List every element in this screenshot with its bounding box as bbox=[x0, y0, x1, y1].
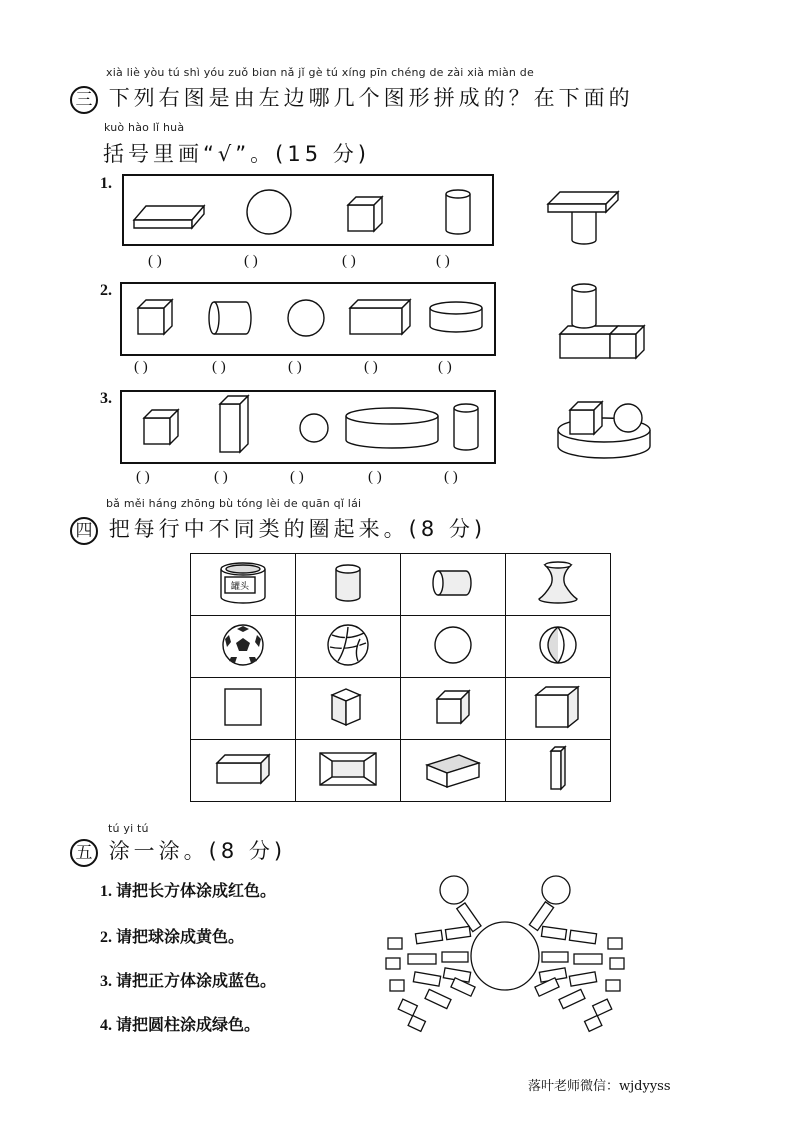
cell-cube-c[interactable] bbox=[506, 678, 611, 740]
crab-shapes-figure[interactable] bbox=[380, 870, 640, 1040]
question-3-label: 3. bbox=[100, 390, 112, 407]
crab-body-sphere bbox=[471, 922, 539, 990]
section3-pinyin-line1: xià liè yòu tú shì yóu zuǒ biɑn nǎ jǐ gè tú xíng pīn chéng de zài xià miàn de bbox=[106, 66, 534, 79]
question-1-label: 1. bbox=[100, 175, 112, 192]
thin-cuboid-icon bbox=[543, 745, 573, 793]
cell-can[interactable] bbox=[191, 554, 296, 616]
coloring-task-1: 1. 请把长方体涂成红色。 bbox=[100, 883, 277, 900]
section5-heading bbox=[70, 835, 286, 867]
table-row-3 bbox=[191, 678, 611, 740]
cube-shape bbox=[138, 300, 172, 334]
answer-paren-2c[interactable]: ( ) bbox=[288, 359, 302, 375]
question-3-shapes bbox=[122, 392, 494, 462]
flat-cuboid-shape bbox=[134, 206, 204, 228]
cell-open-box[interactable] bbox=[401, 740, 506, 802]
lying-cylinder-icon bbox=[428, 563, 478, 603]
cell-cube-a[interactable] bbox=[296, 678, 401, 740]
sphere-icon bbox=[429, 621, 477, 669]
crab-right-legs bbox=[535, 926, 624, 1031]
question-3-shape-box bbox=[120, 390, 496, 464]
coloring-task-2: 2. 请把球涂成黄色。 bbox=[100, 929, 245, 946]
answer-paren-2e[interactable]: ( ) bbox=[438, 359, 452, 375]
tall-cuboid-shape bbox=[220, 396, 248, 452]
cylinder-shape bbox=[454, 404, 478, 450]
question-2-shape-box bbox=[120, 282, 496, 356]
square-icon bbox=[221, 685, 265, 729]
coloring-task-3: 3. 请把正方体涂成蓝色。 bbox=[100, 973, 277, 990]
crab-eye-sphere-left bbox=[440, 876, 468, 904]
lying-cylinder-shape bbox=[209, 302, 251, 334]
can-label: 罐头 bbox=[230, 581, 250, 592]
cell-cylinder[interactable] bbox=[296, 554, 401, 616]
answer-paren-3a[interactable]: ( ) bbox=[136, 469, 150, 485]
section4-number-badge: 四 bbox=[70, 517, 98, 545]
section3-heading bbox=[70, 82, 634, 114]
cuboid-shape bbox=[350, 300, 410, 334]
can-icon bbox=[213, 559, 273, 607]
answer-paren-1a[interactable]: ( ) bbox=[148, 253, 162, 269]
volleyball-icon bbox=[324, 621, 372, 669]
answer-paren-2a[interactable]: ( ) bbox=[134, 359, 148, 375]
cell-soccer-ball[interactable] bbox=[191, 616, 296, 678]
answer-paren-3b[interactable]: ( ) bbox=[214, 469, 228, 485]
table-row-1 bbox=[191, 554, 611, 616]
answer-paren-2d[interactable]: ( ) bbox=[364, 359, 378, 375]
cuboid-icon bbox=[213, 749, 273, 789]
section3-title-line2: 括号里画“√”。(15 分) bbox=[103, 142, 370, 166]
cell-square[interactable] bbox=[191, 678, 296, 740]
answer-paren-1c[interactable]: ( ) bbox=[342, 253, 356, 269]
section3-number-badge: 三 bbox=[70, 86, 98, 114]
answer-paren-3e[interactable]: ( ) bbox=[444, 469, 458, 485]
crab-eye-sphere-right bbox=[542, 876, 570, 904]
cylinder-shape bbox=[446, 190, 470, 234]
classification-table bbox=[190, 553, 611, 802]
section3-title-line1: 下列右图是由左边哪几个图形拼成的？在下面的 bbox=[108, 86, 634, 110]
answer-paren-3c[interactable]: ( ) bbox=[290, 469, 304, 485]
question-1-shape-box bbox=[122, 174, 494, 246]
cell-lying-cylinder[interactable] bbox=[401, 554, 506, 616]
sphere-shape bbox=[288, 300, 324, 336]
beach-ball-icon bbox=[534, 621, 582, 669]
soccer-ball-icon bbox=[219, 621, 267, 669]
question-1-shapes bbox=[124, 176, 492, 244]
cell-beach-ball[interactable] bbox=[506, 616, 611, 678]
sphere-shape bbox=[247, 190, 291, 234]
section4-pinyin: bǎ měi háng zhōng bù tóng lèi de quān qǐ lái bbox=[106, 497, 362, 510]
section5-pinyin: tú yi tú bbox=[108, 822, 149, 835]
coloring-task-4: 4. 请把圆柱涂成绿色。 bbox=[100, 1017, 261, 1034]
crab-left-legs bbox=[386, 926, 475, 1031]
cube-icon bbox=[431, 685, 475, 729]
table-row-4 bbox=[191, 740, 611, 802]
question-1-composite-figure bbox=[540, 180, 650, 250]
question-2-label: 2. bbox=[100, 282, 112, 299]
answer-paren-1d[interactable]: ( ) bbox=[436, 253, 450, 269]
section4-title: 把每行中不同类的圈起来。(8 分) bbox=[108, 517, 487, 541]
sphere-shape bbox=[300, 414, 328, 442]
cell-cuboid[interactable] bbox=[191, 740, 296, 802]
section4-heading bbox=[70, 513, 486, 545]
cube-shape bbox=[348, 197, 382, 231]
flat-cylinder-shape bbox=[430, 302, 482, 332]
answer-paren-3d[interactable]: ( ) bbox=[368, 469, 382, 485]
cube-icon bbox=[532, 683, 584, 731]
cell-volleyball[interactable] bbox=[296, 616, 401, 678]
cell-frame[interactable] bbox=[296, 740, 401, 802]
frame-icon bbox=[316, 749, 380, 789]
section3-pinyin-line2: kuò hào lǐ huà bbox=[104, 121, 185, 134]
question-2-shapes bbox=[122, 284, 494, 354]
answer-paren-2b[interactable]: ( ) bbox=[212, 359, 226, 375]
cube-icon bbox=[326, 685, 370, 729]
cell-plain-sphere[interactable] bbox=[401, 616, 506, 678]
question-3-composite-figure bbox=[552, 396, 662, 466]
cell-vase[interactable] bbox=[506, 554, 611, 616]
table-row-2 bbox=[191, 616, 611, 678]
question-2-composite-figure bbox=[552, 280, 662, 365]
section5-title: 涂一涂。(8 分) bbox=[108, 839, 287, 863]
cube-shape bbox=[144, 410, 178, 444]
cell-thin-cuboid[interactable] bbox=[506, 740, 611, 802]
footer-watermark: 落叶老师微信：wjdyyss bbox=[528, 1079, 671, 1094]
vase-icon bbox=[533, 559, 583, 607]
answer-paren-1b[interactable]: ( ) bbox=[244, 253, 258, 269]
wide-cylinder-shape bbox=[346, 408, 438, 448]
cylinder-icon bbox=[328, 561, 368, 605]
cell-cube-b[interactable] bbox=[401, 678, 506, 740]
section5-number-badge: 五 bbox=[70, 839, 98, 867]
open-box-icon bbox=[423, 747, 483, 791]
